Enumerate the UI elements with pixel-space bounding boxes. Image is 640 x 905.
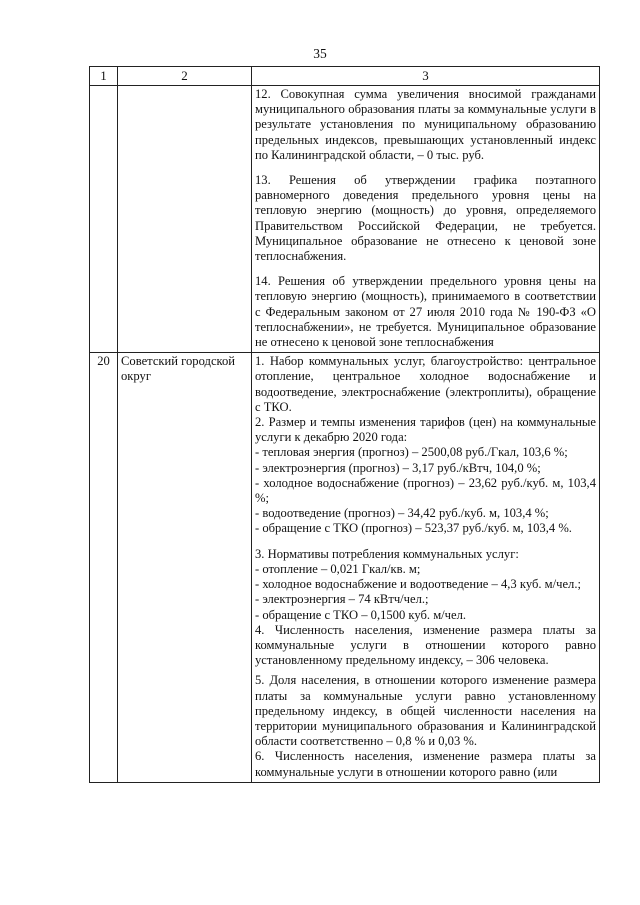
row-number: 20 xyxy=(90,353,118,782)
paragraph-4: 4. Численность населения, изменение размера платы за коммунальные услуги в отношении которого равно установленному предельному индексу, – 306 человека. xyxy=(255,622,596,668)
paragraph-6: 6. Численность населения, изменение размера платы за коммунальные услуги в отношении которого равно (или xyxy=(255,749,596,779)
tariff-item: - холодное водоснабжение (прогноз) – 23,62 руб./куб. м, 103,4 %; xyxy=(255,475,596,506)
paragraph-14: 14. Решения об утверждении предельного уровня цены на тепловую энергию (мощность), принимаемого в соответствии с Федеральным законом от 27 июля 2010 года № 190-ФЗ «О теплоснабжении», не требуется. Муниципальное образование не отнесено к ценовой зоне теплоснабжения xyxy=(255,274,596,350)
paragraph-13: 13. Решения об утверждении графика поэтапного равномерного доведения предельного уровня цены на тепловую энергию (мощность) до уровня, определяемого Правительством Российской Федерации, не требуется. Муниципальное образование не отнесено к ценовой зоне теплоснабжения. xyxy=(255,173,596,264)
tariff-table xyxy=(89,66,600,783)
cell-name-empty xyxy=(118,86,252,353)
norm-item: - холодное водоснабжение и водоотведение – 4,3 куб. м/чел.; xyxy=(255,577,581,592)
table-row-20 xyxy=(90,353,600,782)
tariff-item: - водоотведение (прогноз) – 34,42 руб./куб. м, 103,4 %; xyxy=(255,506,549,521)
tariff-item: - обращение с ТКО (прогноз) – 523,37 руб./куб. м, 103,4 %. xyxy=(255,521,572,536)
norm-item: - отопление – 0,021 Гкал/кв. м; xyxy=(255,561,421,576)
paragraph-2-intro: 2. Размер и темпы изменения тарифов (цен) на коммунальные услуги к декабрю 2020 года: xyxy=(255,415,596,445)
cell-content-continuation xyxy=(252,86,600,353)
tariff-item: - электроэнергия (прогноз) – 3,17 руб./кВтч, 104,0 %; xyxy=(255,460,541,475)
norm-item: - обращение с ТКО – 0,1500 куб. м/чел. xyxy=(255,607,467,622)
cell-content-row-20 xyxy=(252,353,600,782)
table-header-row xyxy=(90,67,600,86)
page-number: 35 xyxy=(313,46,327,61)
paragraph-3-intro: 3. Нормативы потребления коммунальных услуг: xyxy=(255,546,519,561)
paragraph-12: 12. Совокупная сумма увеличения вносимой гражданами муниципального образования платы за коммунальные услуги в результате установления по муниципальному образованию предельных индексов, превышающих установленный индекс по Калининградской области, – 0 тыс. руб. xyxy=(255,87,596,162)
header-col-3: 3 xyxy=(252,67,600,86)
paragraph-1: 1. Набор коммунальных услуг, благоустройство: центральное отопление, центральное холодное водоснабжение и водоотведение, электроснабжение (электроплиты), обращение с ТКО. xyxy=(255,354,596,414)
cell-number-empty xyxy=(90,86,118,353)
paragraph-5: 5. Доля населения, в отношении которого изменение размера платы за коммунальные услуги равно установленному предельному индексу, в общей численности населения на территории муниципального образования и Калининградской области соответственно – 0,8 % и 0,03 %. xyxy=(255,673,596,749)
header-col-1: 1 xyxy=(90,67,118,86)
municipality-name: Советский городской округ xyxy=(118,353,252,782)
header-col-2: 2 xyxy=(118,67,252,86)
tariff-item: - тепловая энергия (прогноз) – 2500,08 руб./Гкал, 103,6 %; xyxy=(255,445,568,460)
norm-item: - электроэнергия – 74 кВтч/чел.; xyxy=(255,592,429,607)
table-row-continuation xyxy=(90,86,600,353)
